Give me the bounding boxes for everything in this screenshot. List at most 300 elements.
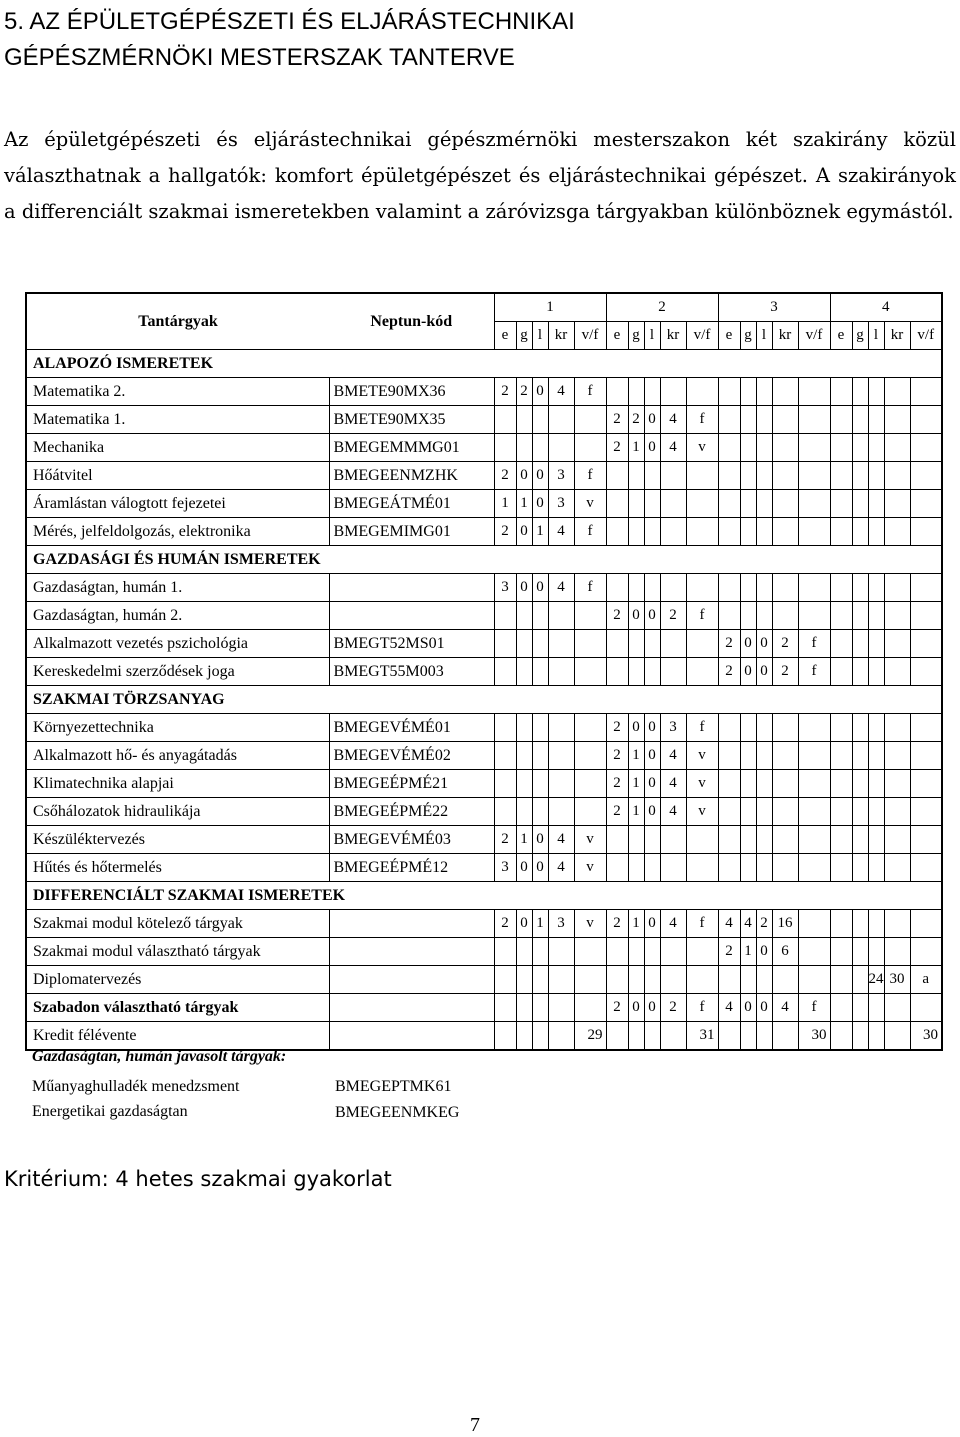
grade-cell: 0: [628, 602, 644, 630]
grade-cell: [494, 630, 516, 658]
grade-cell: [574, 658, 606, 686]
grade-cell: [830, 854, 852, 882]
credit-cell: [718, 1022, 740, 1051]
grade-cell: [740, 518, 756, 546]
grade-cell: [910, 994, 942, 1022]
grade-cell: [910, 574, 942, 602]
grade-cell: 4: [660, 406, 686, 434]
grade-cell: 0: [756, 938, 772, 966]
grade-cell: f: [574, 378, 606, 406]
grade-cell: [628, 518, 644, 546]
grade-cell: [852, 910, 868, 938]
grade-cell: [830, 574, 852, 602]
grade-cell: [718, 602, 740, 630]
grade-cell: 16: [772, 910, 798, 938]
grade-cell: [740, 462, 756, 490]
grade-cell: [494, 938, 516, 966]
grade-cell: [830, 966, 852, 994]
semester-3-header: 3: [718, 293, 830, 322]
grade-cell: [830, 994, 852, 1022]
grade-cell: [574, 630, 606, 658]
grade-cell: f: [686, 602, 718, 630]
grade-cell: [686, 854, 718, 882]
grade-cell: [516, 994, 532, 1022]
credit-cell: [516, 1022, 532, 1051]
grade-cell: 3: [494, 574, 516, 602]
grade-cell: [756, 854, 772, 882]
grade-cell: [756, 462, 772, 490]
credit-cell: [548, 1022, 574, 1051]
grade-cell: [884, 518, 910, 546]
grade-cell: v: [574, 490, 606, 518]
table-row: [26, 966, 942, 994]
grade-cell: [686, 490, 718, 518]
grade-cell: [868, 490, 884, 518]
grade-cell: [628, 966, 644, 994]
grade-cell: [718, 714, 740, 742]
grade-cell: [884, 798, 910, 826]
grade-cell: 0: [740, 994, 756, 1022]
grade-cell: [798, 602, 830, 630]
grade-cell: [644, 938, 660, 966]
grade-cell: [516, 406, 532, 434]
page-title: [4, 4, 944, 76]
table-row: [26, 406, 942, 434]
grade-cell: 3: [494, 854, 516, 882]
grade-cell: 1: [628, 742, 644, 770]
semester-2-header: 2: [606, 293, 718, 322]
table-row: [26, 770, 942, 798]
subject-name: Készüléktervezés: [26, 826, 329, 854]
neptun-code: BMEGT55M003: [329, 658, 494, 686]
grade-cell: [516, 798, 532, 826]
grade-cell: [852, 434, 868, 462]
grade-cell: 2: [606, 742, 628, 770]
grade-cell: f: [798, 630, 830, 658]
grade-cell: v: [686, 434, 718, 462]
grade-cell: [852, 742, 868, 770]
neptun-code: [329, 966, 494, 994]
grade-cell: [868, 994, 884, 1022]
subcolumn-header: v/f: [910, 322, 942, 350]
grade-cell: [628, 462, 644, 490]
subcolumn-header: g: [740, 322, 756, 350]
grade-cell: [660, 574, 686, 602]
grade-cell: [686, 826, 718, 854]
subcolumn-header: kr: [548, 322, 574, 350]
grade-cell: [756, 490, 772, 518]
grade-cell: [830, 742, 852, 770]
subcolumn-header: g: [516, 322, 532, 350]
neptun-code: BMEGEMIMG01: [329, 518, 494, 546]
grade-cell: [884, 994, 910, 1022]
grade-cell: [772, 602, 798, 630]
subject-name: Klimatechnika alapjai: [26, 770, 329, 798]
grade-cell: [884, 630, 910, 658]
subcolumn-header: kr: [772, 322, 798, 350]
grade-cell: [606, 490, 628, 518]
grade-cell: [718, 742, 740, 770]
grade-cell: f: [686, 994, 718, 1022]
grade-cell: 2: [756, 910, 772, 938]
grade-cell: [884, 602, 910, 630]
grade-cell: [740, 490, 756, 518]
grade-cell: 4: [548, 518, 574, 546]
grade-cell: v: [686, 798, 718, 826]
grade-cell: 0: [644, 798, 660, 826]
grade-cell: [574, 602, 606, 630]
grade-cell: 0: [532, 462, 548, 490]
grade-cell: 2: [606, 770, 628, 798]
grade-cell: [644, 462, 660, 490]
grade-cell: [532, 798, 548, 826]
grade-cell: f: [574, 518, 606, 546]
grade-cell: [548, 602, 574, 630]
table-row: [26, 910, 942, 938]
grade-cell: [868, 630, 884, 658]
grade-cell: 4: [772, 994, 798, 1022]
grade-cell: f: [798, 994, 830, 1022]
grade-cell: [494, 742, 516, 770]
grade-cell: [494, 434, 516, 462]
neptun-code: BMEGEÉPMÉ21: [329, 770, 494, 798]
subcolumn-header: l: [756, 322, 772, 350]
subcolumn-header: g: [628, 322, 644, 350]
table-row: [26, 490, 942, 518]
grade-cell: 0: [628, 714, 644, 742]
grade-cell: [548, 658, 574, 686]
grade-cell: 2: [718, 658, 740, 686]
grade-cell: [548, 406, 574, 434]
grade-cell: 1: [532, 910, 548, 938]
grade-cell: [718, 434, 740, 462]
table-row: [26, 602, 942, 630]
grade-cell: [830, 378, 852, 406]
section-heading: SZAKMAI TÖRZSANYAG: [26, 686, 942, 714]
table-row: [26, 434, 942, 462]
grade-cell: 0: [532, 490, 548, 518]
grade-cell: [740, 742, 756, 770]
grade-cell: [884, 406, 910, 434]
grade-cell: [868, 938, 884, 966]
grade-cell: [718, 770, 740, 798]
grade-cell: 0: [532, 854, 548, 882]
grade-cell: [494, 770, 516, 798]
grade-cell: [772, 798, 798, 826]
grade-cell: [628, 574, 644, 602]
grade-cell: 2: [606, 994, 628, 1022]
grade-cell: 24: [868, 966, 884, 994]
grade-cell: [644, 574, 660, 602]
grade-cell: [798, 966, 830, 994]
subject-name: Matematika 1.: [26, 406, 329, 434]
grade-cell: [798, 462, 830, 490]
grade-cell: 4: [660, 798, 686, 826]
subject-name: Mechanika: [26, 434, 329, 462]
grade-cell: 1: [628, 798, 644, 826]
semester-4-header: 4: [830, 293, 942, 322]
grade-cell: 2: [628, 406, 644, 434]
grade-cell: 0: [644, 714, 660, 742]
grade-cell: [660, 462, 686, 490]
table-row: [26, 938, 942, 966]
grade-cell: [644, 966, 660, 994]
grade-cell: [884, 854, 910, 882]
grade-cell: [852, 490, 868, 518]
grade-cell: 1: [516, 490, 532, 518]
grade-cell: [798, 378, 830, 406]
grade-cell: [532, 714, 548, 742]
grade-cell: [756, 602, 772, 630]
grade-cell: [910, 658, 942, 686]
grade-cell: [686, 658, 718, 686]
grade-cell: [740, 714, 756, 742]
grade-cell: f: [574, 574, 606, 602]
subcolumn-header: kr: [660, 322, 686, 350]
grade-cell: [852, 462, 868, 490]
subject-name: Mérés, jelfeldolgozás, elektronika: [26, 518, 329, 546]
table-row: [26, 826, 942, 854]
grade-cell: [884, 742, 910, 770]
grade-cell: [740, 574, 756, 602]
grade-cell: 0: [644, 602, 660, 630]
grade-cell: [606, 938, 628, 966]
grade-cell: 1: [628, 770, 644, 798]
grade-cell: f: [574, 462, 606, 490]
grade-cell: [494, 714, 516, 742]
credit-cell: [660, 1022, 686, 1051]
grade-cell: [830, 406, 852, 434]
grade-cell: [868, 826, 884, 854]
grade-cell: 2: [606, 406, 628, 434]
grade-cell: [884, 938, 910, 966]
grade-cell: 0: [740, 658, 756, 686]
grade-cell: [718, 378, 740, 406]
grade-cell: [772, 574, 798, 602]
grade-cell: [910, 826, 942, 854]
subcolumn-header: l: [532, 322, 548, 350]
neptun-code: [329, 994, 494, 1022]
grade-cell: [644, 854, 660, 882]
grade-cell: [740, 826, 756, 854]
grade-cell: [798, 798, 830, 826]
grade-cell: [574, 938, 606, 966]
neptun-code: [329, 910, 494, 938]
grade-cell: [606, 630, 628, 658]
grade-cell: [910, 462, 942, 490]
semester-1-header: 1: [494, 293, 606, 322]
table-row: [26, 994, 942, 1022]
grade-cell: [628, 378, 644, 406]
grade-cell: [910, 910, 942, 938]
grade-cell: [548, 714, 574, 742]
grade-cell: [910, 854, 942, 882]
grade-cell: [910, 770, 942, 798]
grade-cell: [772, 826, 798, 854]
grade-cell: 2: [606, 798, 628, 826]
grade-cell: [884, 434, 910, 462]
grade-cell: [868, 742, 884, 770]
grade-cell: [772, 518, 798, 546]
grade-cell: 0: [756, 658, 772, 686]
grade-cell: [798, 574, 830, 602]
grade-cell: 0: [756, 630, 772, 658]
grade-cell: [644, 630, 660, 658]
grade-cell: [884, 378, 910, 406]
grade-cell: [830, 434, 852, 462]
grade-cell: 1: [740, 938, 756, 966]
grade-cell: [756, 742, 772, 770]
table-row: [26, 462, 942, 490]
table-row: [26, 574, 942, 602]
grade-cell: [830, 770, 852, 798]
credit-cell: 29: [574, 1022, 606, 1051]
grade-cell: [798, 938, 830, 966]
grade-cell: [910, 518, 942, 546]
suggested-item-code: BMEGEPTMK61: [335, 1078, 452, 1095]
table-row: [26, 630, 942, 658]
grade-cell: [772, 434, 798, 462]
grade-cell: 2: [494, 462, 516, 490]
table-row: [26, 798, 942, 826]
curriculum-table: [25, 292, 943, 1051]
table-row: [26, 714, 942, 742]
grade-cell: [644, 378, 660, 406]
grade-cell: [516, 938, 532, 966]
grade-cell: [830, 658, 852, 686]
grade-cell: [660, 630, 686, 658]
grade-cell: [868, 518, 884, 546]
grade-cell: f: [798, 658, 830, 686]
grade-cell: 4: [718, 994, 740, 1022]
grade-cell: 3: [548, 910, 574, 938]
grade-cell: [772, 854, 798, 882]
grade-cell: 2: [718, 630, 740, 658]
grade-cell: [884, 826, 910, 854]
grade-cell: 2: [772, 658, 798, 686]
grade-cell: [830, 490, 852, 518]
grade-cell: [868, 714, 884, 742]
grade-cell: 6: [772, 938, 798, 966]
grade-cell: [606, 518, 628, 546]
grade-cell: [718, 490, 740, 518]
credit-cell: [772, 1022, 798, 1051]
grade-cell: [772, 714, 798, 742]
intro-paragraph: Az épületgépészeti és eljárástechnikai gépészmérnöki mesterszakon két szakirány közül választhatnak a hallgatók: komfort épületgépészet és eljárástechnikai gépészet. A szakirányok a differenciált szakmai ismeretekben valamint a záróvizsga tárgyakban különböznek egymástól.: [4, 128, 956, 223]
semester-header-row: [26, 293, 942, 322]
subject-name: Alkalmazott hő- és anyagátadás: [26, 742, 329, 770]
grade-cell: 0: [516, 854, 532, 882]
grade-cell: [660, 378, 686, 406]
grade-cell: [532, 406, 548, 434]
grade-cell: 4: [660, 434, 686, 462]
grade-cell: [494, 966, 516, 994]
neptun-code: [329, 1022, 494, 1051]
grade-cell: 0: [532, 826, 548, 854]
grade-cell: [868, 798, 884, 826]
grade-cell: [660, 826, 686, 854]
neptun-code: [329, 574, 494, 602]
grade-cell: [494, 406, 516, 434]
grade-cell: [756, 406, 772, 434]
grade-cell: [628, 938, 644, 966]
grade-cell: [798, 518, 830, 546]
subject-name: Szakmai modul választható tárgyak: [26, 938, 329, 966]
credit-cell: [884, 1022, 910, 1051]
subject-name: Gazdaságtan, humán 2.: [26, 602, 329, 630]
credit-cell: [740, 1022, 756, 1051]
grade-cell: [772, 966, 798, 994]
grade-cell: [910, 378, 942, 406]
grade-cell: v: [686, 770, 718, 798]
grade-cell: [884, 770, 910, 798]
credit-cell: [868, 1022, 884, 1051]
grade-cell: [740, 854, 756, 882]
grade-cell: [660, 658, 686, 686]
grade-cell: [852, 518, 868, 546]
curriculum-body: [26, 350, 942, 1051]
grade-cell: 2: [772, 630, 798, 658]
grade-cell: 1: [516, 826, 532, 854]
grade-cell: v: [574, 910, 606, 938]
grade-cell: 3: [548, 462, 574, 490]
grade-cell: [852, 770, 868, 798]
grade-cell: [830, 518, 852, 546]
credit-cell: 30: [798, 1022, 830, 1051]
subject-name: Matematika 2.: [26, 378, 329, 406]
grade-cell: 1: [628, 910, 644, 938]
grade-cell: [516, 742, 532, 770]
grade-cell: [884, 462, 910, 490]
grade-cell: [628, 490, 644, 518]
grade-cell: [868, 378, 884, 406]
grade-cell: [718, 854, 740, 882]
grade-cell: [686, 518, 718, 546]
grade-cell: [532, 658, 548, 686]
section-heading: GAZDASÁGI ÉS HUMÁN ISMERETEK: [26, 546, 942, 574]
subcolumn-header: kr: [884, 322, 910, 350]
grade-cell: [532, 966, 548, 994]
grade-cell: [686, 462, 718, 490]
grade-cell: [910, 406, 942, 434]
section-row: [26, 882, 942, 910]
grade-cell: f: [686, 910, 718, 938]
grade-cell: [718, 406, 740, 434]
grade-cell: [830, 630, 852, 658]
grade-cell: [494, 658, 516, 686]
subcolumn-header: e: [606, 322, 628, 350]
credit-cell: [532, 1022, 548, 1051]
grade-cell: [494, 602, 516, 630]
grade-cell: [628, 658, 644, 686]
grade-cell: [740, 798, 756, 826]
subject-column-header: Tantárgyak: [26, 293, 329, 350]
subject-name: Diplomatervezés: [26, 966, 329, 994]
grade-cell: [852, 854, 868, 882]
section-row: [26, 686, 942, 714]
grade-cell: [660, 938, 686, 966]
grade-cell: 4: [718, 910, 740, 938]
credit-cell: 31: [686, 1022, 718, 1051]
grade-cell: [548, 434, 574, 462]
grade-cell: 0: [644, 434, 660, 462]
grade-cell: 2: [494, 826, 516, 854]
grade-cell: [756, 714, 772, 742]
neptun-code: BMEGEVÉMÉ03: [329, 826, 494, 854]
grade-cell: [516, 714, 532, 742]
grade-cell: [852, 658, 868, 686]
grade-cell: [756, 574, 772, 602]
